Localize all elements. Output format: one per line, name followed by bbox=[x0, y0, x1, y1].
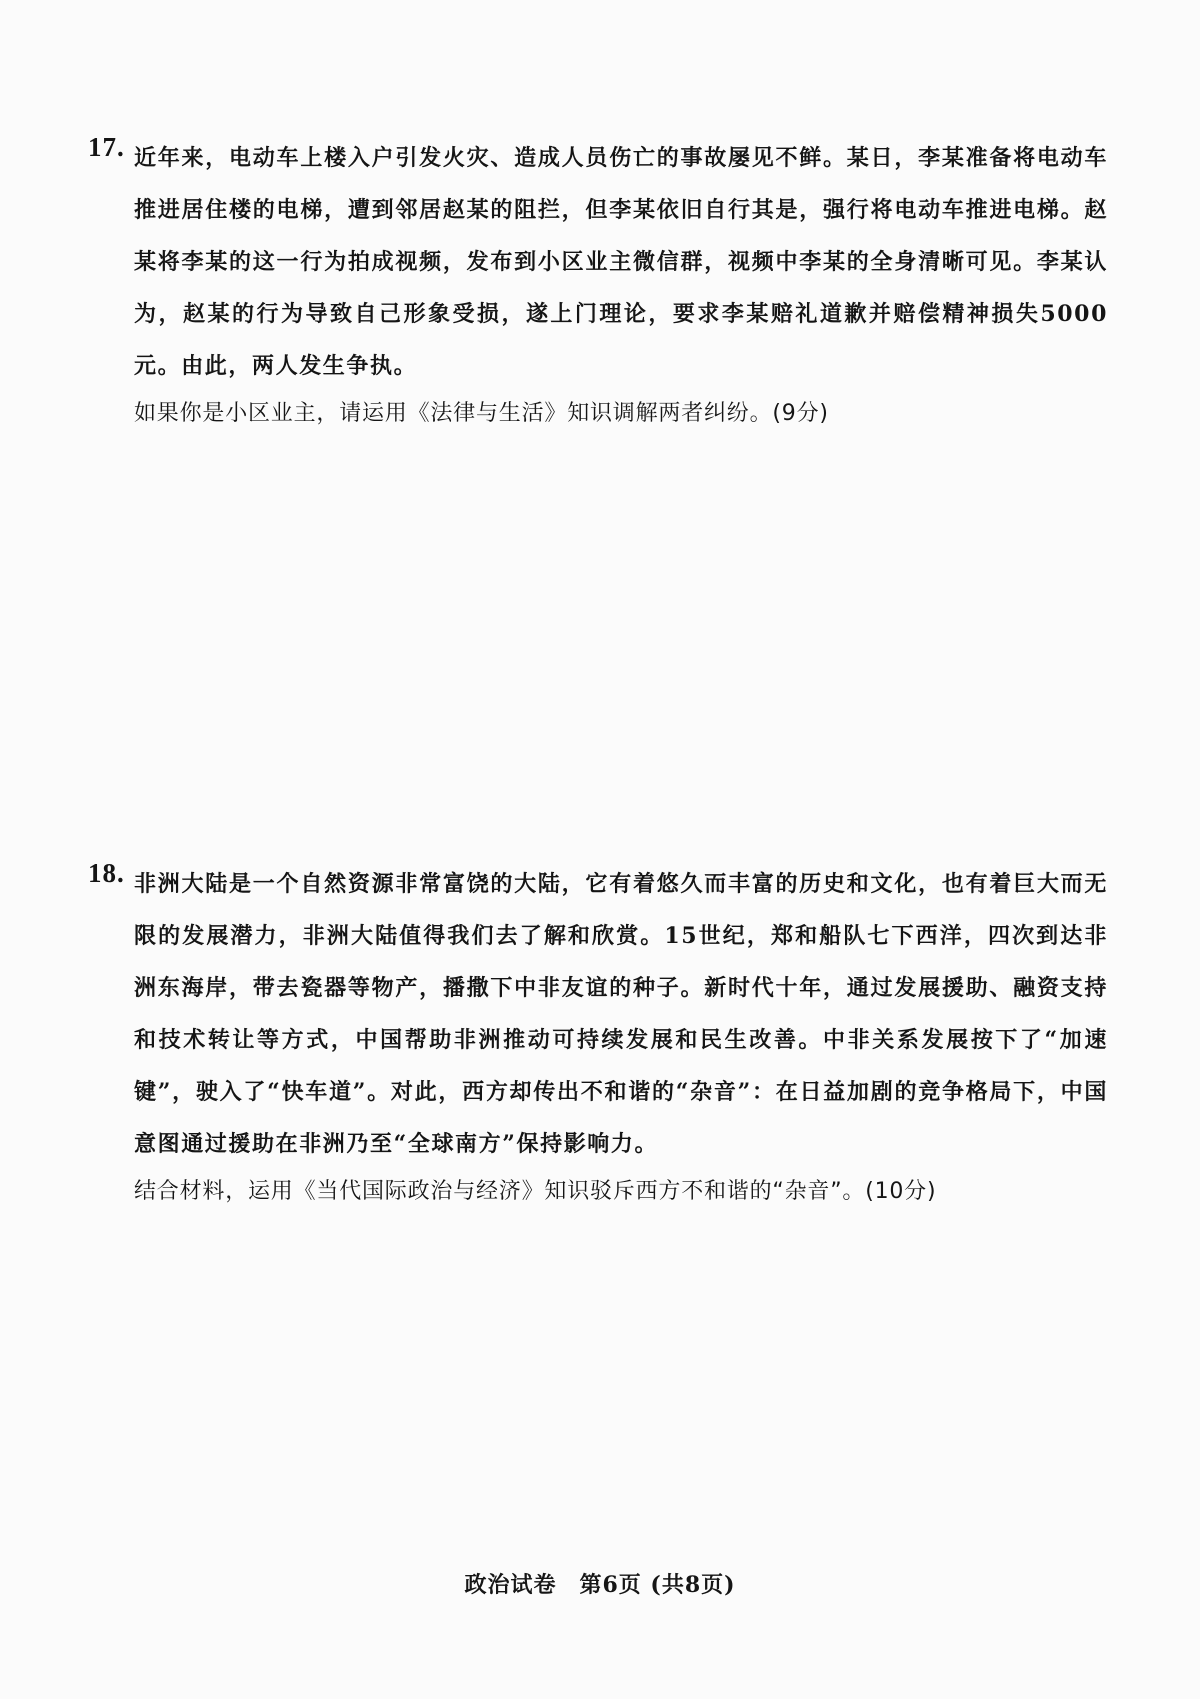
page-footer: 政治试卷 第6页 (共8页) bbox=[464, 1572, 736, 1598]
question-number: 17. bbox=[88, 132, 125, 162]
question-18 bbox=[88, 858, 1108, 1212]
question-task: 结合材料，运用《当代国际政治与经济》知识驳斥西方不和谐的“杂音”。(10分) bbox=[134, 1179, 937, 1204]
question-material: 非洲大陆是一个自然资源非常富饶的大陆，它有着悠久而丰富的历史和文化，也有着巨大而无限的发展潜力，非洲大陆值得我们去了解和欣赏。15世纪，郑和船队七下西洋，四次到达非洲东海岸，带去瓷器等物产，播撒下中非友谊的种子。新时代十年，通过发展援助、融资支持和技术转让等方式，中国帮助非洲推动可持续发展和民生改善。中非关系发展按下了“加速键”，驶入了“快车道”。对此，西方却传出不和谐的“杂音”：在日益加剧的竞争格局下，中国意图通过援助在非洲乃至“全球南方”保持影响力。 bbox=[134, 871, 1108, 1157]
question-17 bbox=[88, 132, 1108, 434]
question-number: 18. bbox=[88, 858, 125, 888]
question-material: 近年来，电动车上楼入户引发火灾、造成人员伤亡的事故屡见不鲜。某日，李某准备将电动车推进居住楼的电梯，遭到邻居赵某的阻拦，但李某依旧自行其是，强行将电动车推进电梯。赵某将李某的这一行为拍成视频，发布到小区业主微信群，视频中李某的全身清晰可见。李某认为，赵某的行为导致自己形象受损，遂上门理论，要求李某赔礼道歉并赔偿精神损失5000元。由此，两人发生争执。 bbox=[134, 145, 1108, 379]
question-task: 如果你是小区业主，请运用《法律与生活》知识调解两者纠纷。(9分) bbox=[134, 401, 829, 426]
